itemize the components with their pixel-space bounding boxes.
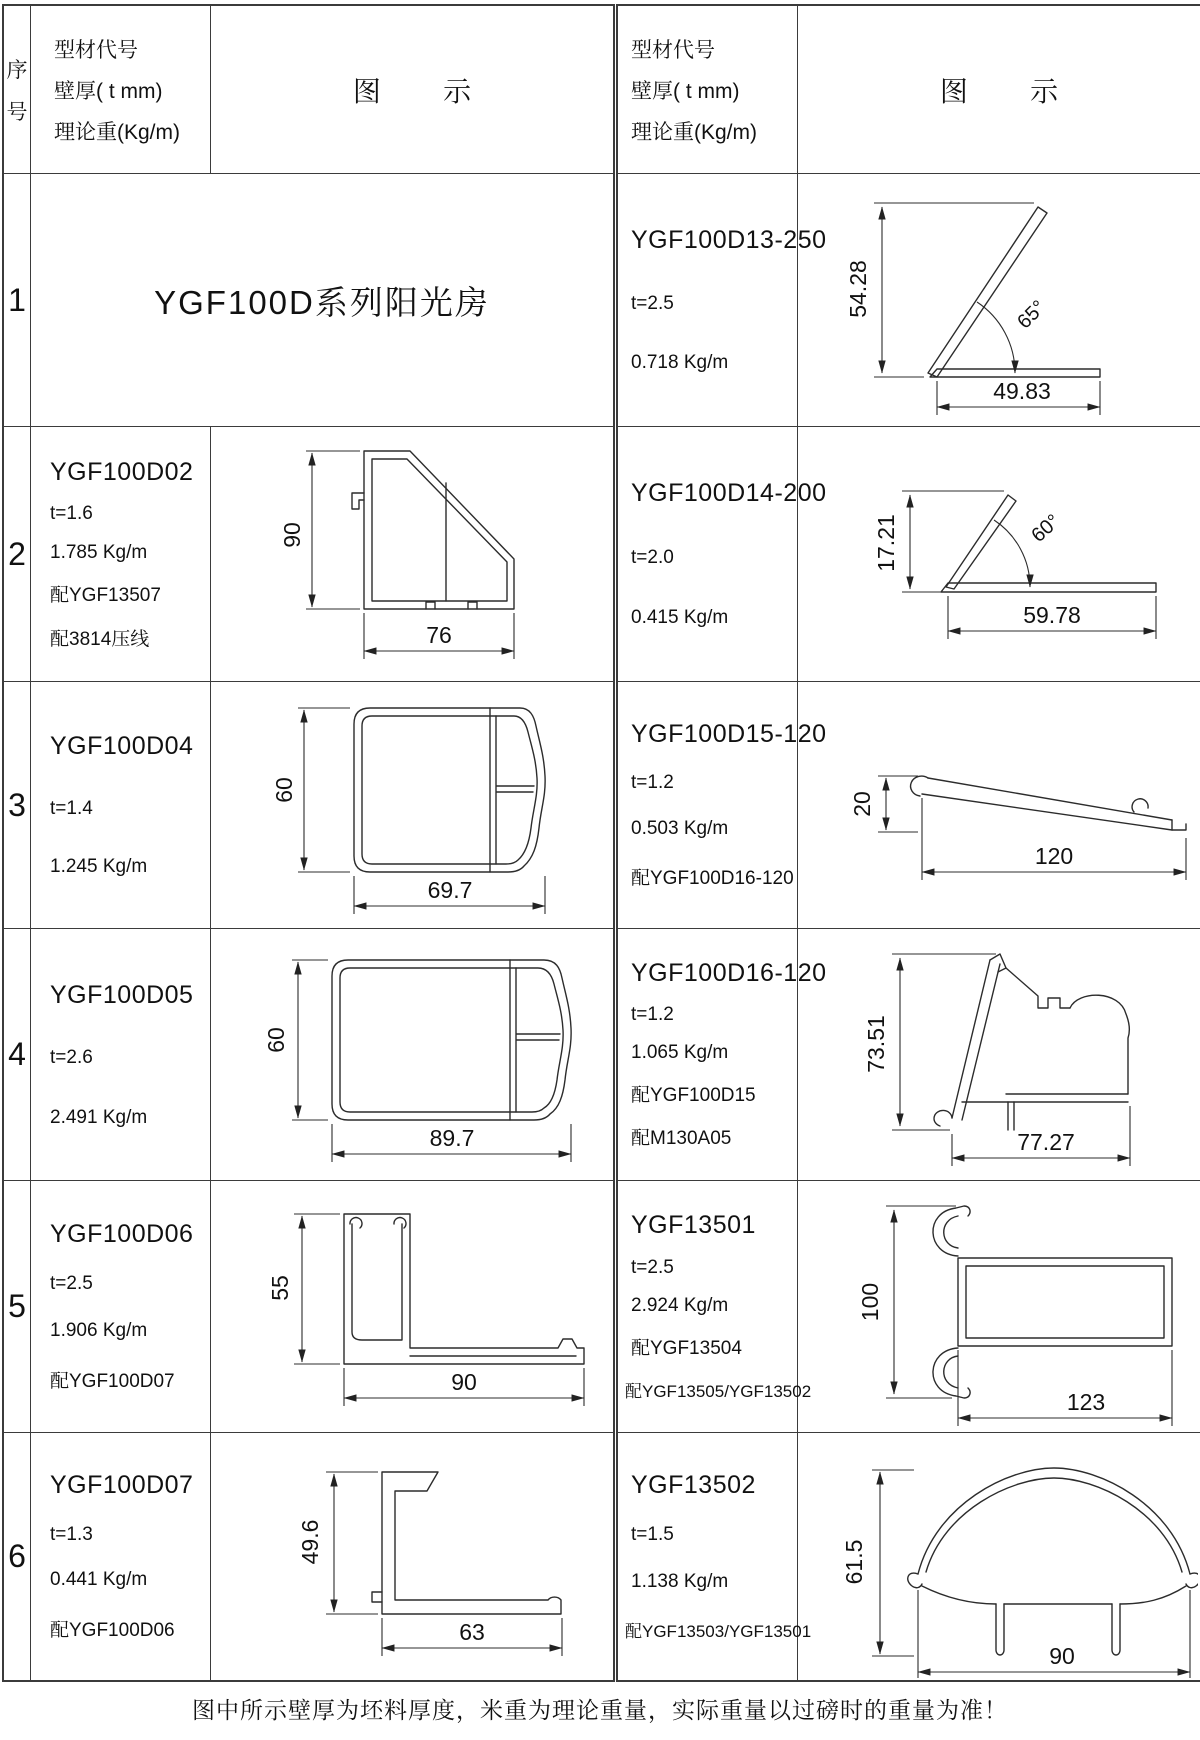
spec-header-line: 理论重(Kg/m) [631,120,757,144]
spec-line: t=2.5 [50,1273,93,1295]
dim-width: 49.83 [993,378,1051,404]
spec-line: 配YGF100D06 [50,1620,175,1642]
profile-code: YGF100D07 [50,1470,194,1499]
row-number: 5 [4,1181,31,1433]
spec-line: 0.718 Kg/m [631,352,729,374]
spec-line: t=2.0 [631,546,674,568]
profile-diagram-ygf13502 [800,1434,1198,1680]
dim-width: 123 [1066,1388,1106,1415]
profile-diagram-ygf100d14 [800,431,1198,677]
dim-height: 60 [271,777,297,803]
profile-diagram-ygf100d05 [214,932,610,1178]
profile-diagram-ygf100d02 [214,431,610,677]
spec-line: t=1.3 [50,1523,93,1545]
dim-height: 54.28 [845,260,871,318]
seq-char: 序 [6,58,28,82]
profile-code: YGF100D06 [50,1219,194,1248]
spec-line: 0.415 Kg/m [631,606,729,628]
dim-width: 76 [426,622,452,648]
dim-width: 90 [1049,1642,1075,1669]
spec-line: t=2.5 [631,1256,674,1278]
dim-height: 17.21 [873,514,899,572]
dim-height: 90 [279,522,305,548]
profile-code: YGF100D16-120 [631,959,827,987]
dim-height: 73.51 [863,1014,889,1073]
dim-width: 59.78 [1023,602,1081,628]
profile-diagram-ygf100d13 [800,177,1198,423]
spec-header-line: 理论重(Kg/m) [54,120,180,144]
spec-line: 配YGF13505/YGF13502 [625,1381,812,1401]
dim-width: 90 [451,1368,477,1395]
profile-code: YGF100D02 [50,457,194,486]
profile-diagram-ygf100d16 [800,932,1198,1178]
spec-header-line: 壁厚( t mm) [54,79,163,103]
series-title: YGF100D系列阳光房 [31,174,613,427]
profile-table-left [2,4,615,1682]
profile-spec-cell [618,174,827,427]
footer-note: 图中所示壁厚为坯料厚度，米重为理论重量，实际重量以过磅时的重量为准！ [192,1697,1008,1723]
spec-line: 配YGF100D16-120 [631,868,794,890]
profile-code: YGF100D05 [50,980,194,1009]
spec-header-line: 型材代号 [631,38,715,62]
spec-line: 配3814压线 [50,628,150,650]
diagram-cell [798,682,1200,929]
row-number: 6 [4,1433,31,1680]
column-header-seq [4,6,31,174]
column-header-diagram: 图 示 [211,6,613,174]
dim-width: 120 [1034,843,1074,869]
spec-line: 配YGF13507 [50,585,161,606]
dim-height: 61.5 [841,1539,867,1584]
profile-diagram-ygf100d06 [214,1184,610,1430]
profile-spec-cell [618,1181,812,1433]
spec-line: 配M130A05 [631,1128,732,1149]
seq-char: 号 [6,100,28,124]
profile-diagram-ygf100d04 [214,682,610,928]
diagram-cell [211,427,613,682]
spec-line: 配YGF100D15 [631,1085,756,1106]
spec-line: t=1.2 [631,1004,674,1025]
profile-spec-cell [31,682,211,929]
spec-header-line: 型材代号 [54,38,138,62]
profile-code: YGF13502 [631,1471,756,1500]
spec-line: 2.491 Kg/m [50,1106,148,1128]
row-number: 2 [4,427,31,682]
diagram-cell [211,1181,613,1433]
spec-line: t=1.2 [631,772,674,794]
column-header-diagram: 图 示 [798,6,1200,174]
column-header-spec [618,6,798,174]
dim-width: 77.27 [1017,1128,1075,1155]
dim-height: 60 [263,1026,289,1053]
diagram-cell [798,1181,1200,1433]
profile-spec-cell [31,1181,211,1433]
profile-diagram-ygf100d15 [800,682,1198,928]
diagram-cell [798,427,1200,682]
spec-line: t=2.6 [50,1047,93,1068]
diagram-cell [798,174,1200,427]
spec-line: 2.924 Kg/m [631,1294,729,1316]
profile-spec-cell [618,929,827,1181]
dim-height: 55 [267,1274,293,1301]
profile-code: YGF100D13-250 [631,225,827,254]
diagram-cell [211,929,613,1181]
diagram-cell [211,1433,613,1680]
profile-diagram-ygf100d07 [214,1434,610,1680]
spec-line: 0.503 Kg/m [631,817,729,839]
spec-line: t=1.6 [50,503,93,524]
profile-spec-cell [31,929,211,1181]
dim-height: 20 [849,791,875,817]
spec-line: 配YGF100D07 [50,1371,175,1393]
column-header-spec [31,6,211,174]
spec-line: 1.245 Kg/m [50,855,148,877]
spec-line: t=2.5 [631,292,674,314]
profile-spec-cell [31,427,211,682]
dim-angle: 60° [1027,510,1065,547]
profile-diagram-ygf13501 [800,1184,1198,1430]
spec-line: 1.785 Kg/m [50,541,148,563]
spec-line: 1.906 Kg/m [50,1319,148,1341]
spec-line: 1.138 Kg/m [631,1570,729,1592]
profile-code: YGF100D14-200 [631,479,827,508]
profile-code: YGF100D04 [50,732,194,761]
spec-line: t=1.4 [50,797,93,819]
profile-code: YGF13501 [631,1211,756,1240]
spec-line: 配YGF13504 [631,1338,742,1360]
dim-height: 49.6 [297,1519,323,1564]
spec-line: 配YGF13503/YGF13501 [625,1621,812,1641]
diagram-cell [798,1433,1200,1680]
spec-line: t=1.5 [631,1524,674,1546]
diagram-cell [211,682,613,929]
row-number: 4 [4,929,31,1181]
dim-width: 89.7 [429,1124,475,1151]
row-number: 1 [4,174,31,427]
dim-angle: 65° [1013,296,1051,334]
profile-code: YGF100D15-120 [631,719,827,748]
spec-line: 0.441 Kg/m [50,1569,148,1591]
spec-line: 1.065 Kg/m [631,1042,729,1063]
profile-spec-cell [618,682,827,929]
dim-width: 63 [459,1618,485,1645]
profile-spec-cell [618,1433,812,1680]
profile-spec-cell [618,427,827,682]
profile-spec-cell [31,1433,211,1680]
dim-height: 100 [857,1282,883,1321]
row-number: 3 [4,682,31,929]
spec-header-line: 壁厚( t mm) [631,79,740,103]
diagram-cell [798,929,1200,1181]
dim-width: 69.7 [427,877,473,903]
profile-table-right [616,4,1200,1682]
